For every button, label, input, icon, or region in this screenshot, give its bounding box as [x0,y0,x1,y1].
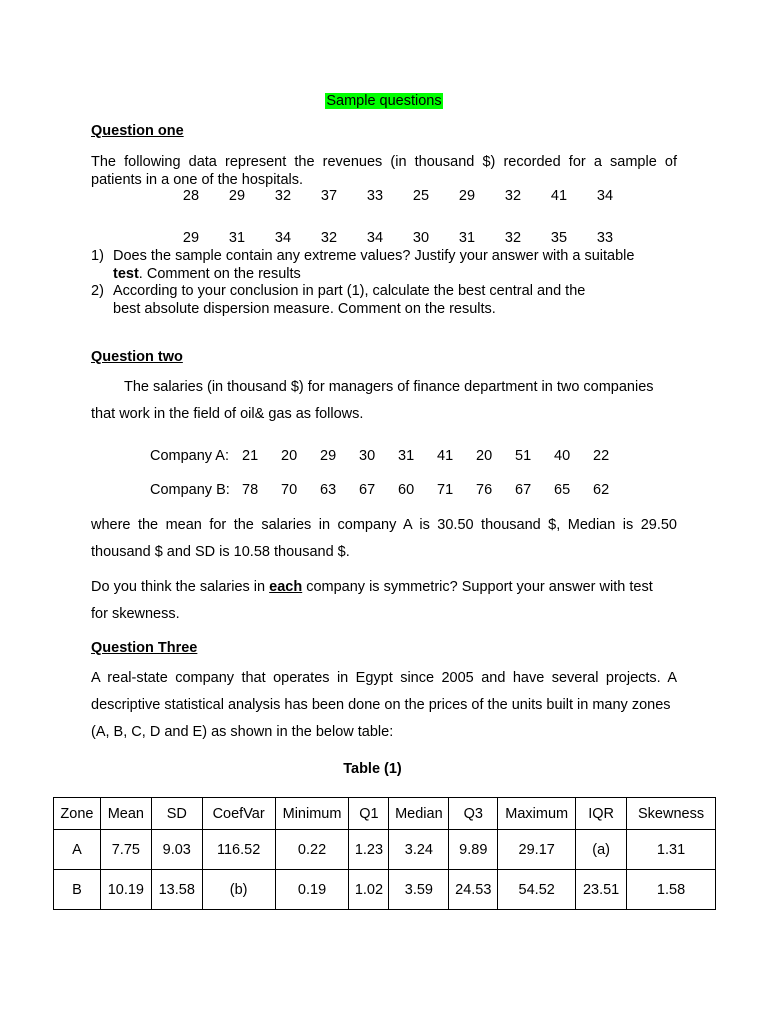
revenue-value: 29 [228,188,246,204]
question-one-list [91,248,691,318]
list-item: 2) According to your conclusion in part (1), calculate the best central and the best absolute dispersion measure. Comment on the results. [91,283,586,317]
table-header-row [54,798,716,830]
salary-value: 60 [398,482,415,498]
column-header: Skewness [627,798,716,830]
revenue-value: 32 [274,188,292,204]
question-two-intro-line2: that work in the field of oil& gas as follows. [91,406,364,422]
revenue-value: 28 [182,188,200,204]
question-three-line1: A real-state company that operates in Egypt since 2005 and have several projects. A [91,670,677,686]
salary-value: 65 [554,482,571,498]
table-cell: 1.23 [349,830,389,870]
revenue-value: 41 [550,188,568,204]
revenue-value: 32 [504,230,522,246]
list-item: 1) Does the sample contain any extreme values? Justify your answer with a suitable test. Comment on the results [91,248,635,282]
revenue-value: 35 [550,230,568,246]
column-header: Median [389,798,449,830]
revenue-value: 29 [458,188,476,204]
salary-value: 71 [437,482,454,498]
table-row [54,870,716,910]
table-cell: 29.17 [498,830,576,870]
revenue-value: 31 [228,230,246,246]
symmetry-question: Do you think the salaries in each company is symmetric? Support your answer with test [91,579,653,595]
question-one-heading: Question one [91,123,184,139]
column-header: Mean [100,798,151,830]
salary-value: 78 [242,482,259,498]
item-text: According to your conclusion in part (1), calculate the best central and the best absolute dispersion measure. Comment on the results. [113,283,586,317]
page-title: Sample questions [326,93,442,109]
table-cell: (b) [202,870,275,910]
company-b-values [242,482,632,498]
column-header: Zone [54,798,101,830]
salary-value: 30 [359,448,376,464]
table-cell: 3.24 [389,830,449,870]
table-cell: 1.58 [627,870,716,910]
company-a-values [242,448,632,464]
table-cell: 9.03 [151,830,202,870]
table-cell: 0.19 [275,870,349,910]
table-cell: 0.22 [275,830,349,870]
table-caption: Table (1) [343,761,402,777]
table-cell: 116.52 [202,830,275,870]
question-three-heading: Question Three [91,640,198,656]
revenue-value: 34 [366,230,384,246]
salary-value: 31 [398,448,415,464]
salary-value: 62 [593,482,610,498]
revenue-value: 34 [274,230,292,246]
question-two-intro-line1: The salaries (in thousand $) for managers of finance department in two companies [124,379,654,395]
salary-value: 63 [320,482,337,498]
revenue-value: 37 [320,188,338,204]
company-b-row: Company B: 78 70 63 67 60 71 76 67 65 62 [150,482,632,498]
revenue-row-2 [168,230,628,246]
table-cell: 24.53 [449,870,498,910]
mean-line-2: thousand $ and SD is 10.58 thousand $. [91,544,350,560]
table-cell: B [54,870,101,910]
revenue-value: 32 [320,230,338,246]
symmetry-question-line2: for skewness. [91,606,180,622]
revenue-value: 32 [504,188,522,204]
salary-value: 22 [593,448,610,464]
salary-value: 40 [554,448,571,464]
salary-value: 41 [437,448,454,464]
table-cell: 1.02 [349,870,389,910]
table-cell: 10.19 [100,870,151,910]
salary-value: 76 [476,482,493,498]
table-cell: A [54,830,101,870]
revenue-value: 29 [182,230,200,246]
column-header: IQR [576,798,627,830]
table-row [54,830,716,870]
question-one-intro: The following data represent the revenues (in thousand $) recorded for a sample of patients in a one of the hospitals. [91,154,677,188]
item-text: Does the sample contain any extreme values? Justify your answer with a suitable test. Comment on the results [113,248,635,282]
table-body [54,830,716,910]
revenue-value: 25 [412,188,430,204]
table-cell: 13.58 [151,870,202,910]
salary-value: 21 [242,448,259,464]
column-header: Q1 [349,798,389,830]
revenue-row-1 [168,188,628,204]
salary-value: 67 [515,482,532,498]
company-a-row: Company A: 21 20 29 30 31 41 20 51 40 22 [150,448,632,464]
table-cell: 7.75 [100,830,151,870]
revenue-value: 31 [458,230,476,246]
mean-line-1: where the mean for the salaries in company A is 30.50 thousand $, Median is 29.50 [91,517,677,533]
statistics-table [53,797,716,910]
column-header: SD [151,798,202,830]
table-cell: 1.31 [627,830,716,870]
salary-value: 67 [359,482,376,498]
column-header: Maximum [498,798,576,830]
column-header: Minimum [275,798,349,830]
column-header: Q3 [449,798,498,830]
table-cell: 3.59 [389,870,449,910]
salary-value: 20 [476,448,493,464]
salary-value: 20 [281,448,298,464]
revenue-value: 33 [596,230,614,246]
revenue-value: 33 [366,188,384,204]
table-cell: (a) [576,830,627,870]
table-cell: 23.51 [576,870,627,910]
revenue-value: 34 [596,188,614,204]
salary-value: 70 [281,482,298,498]
table-cell: 54.52 [498,870,576,910]
question-two-heading: Question two [91,349,183,365]
salary-value: 51 [515,448,532,464]
table-cell: 9.89 [449,830,498,870]
revenue-value: 30 [412,230,430,246]
question-three-line3: (A, B, C, D and E) as shown in the below table: [91,724,394,740]
salary-value: 29 [320,448,337,464]
column-header: CoefVar [202,798,275,830]
question-three-line2: descriptive statistical analysis has been done on the prices of the units built in many zones [91,697,671,713]
